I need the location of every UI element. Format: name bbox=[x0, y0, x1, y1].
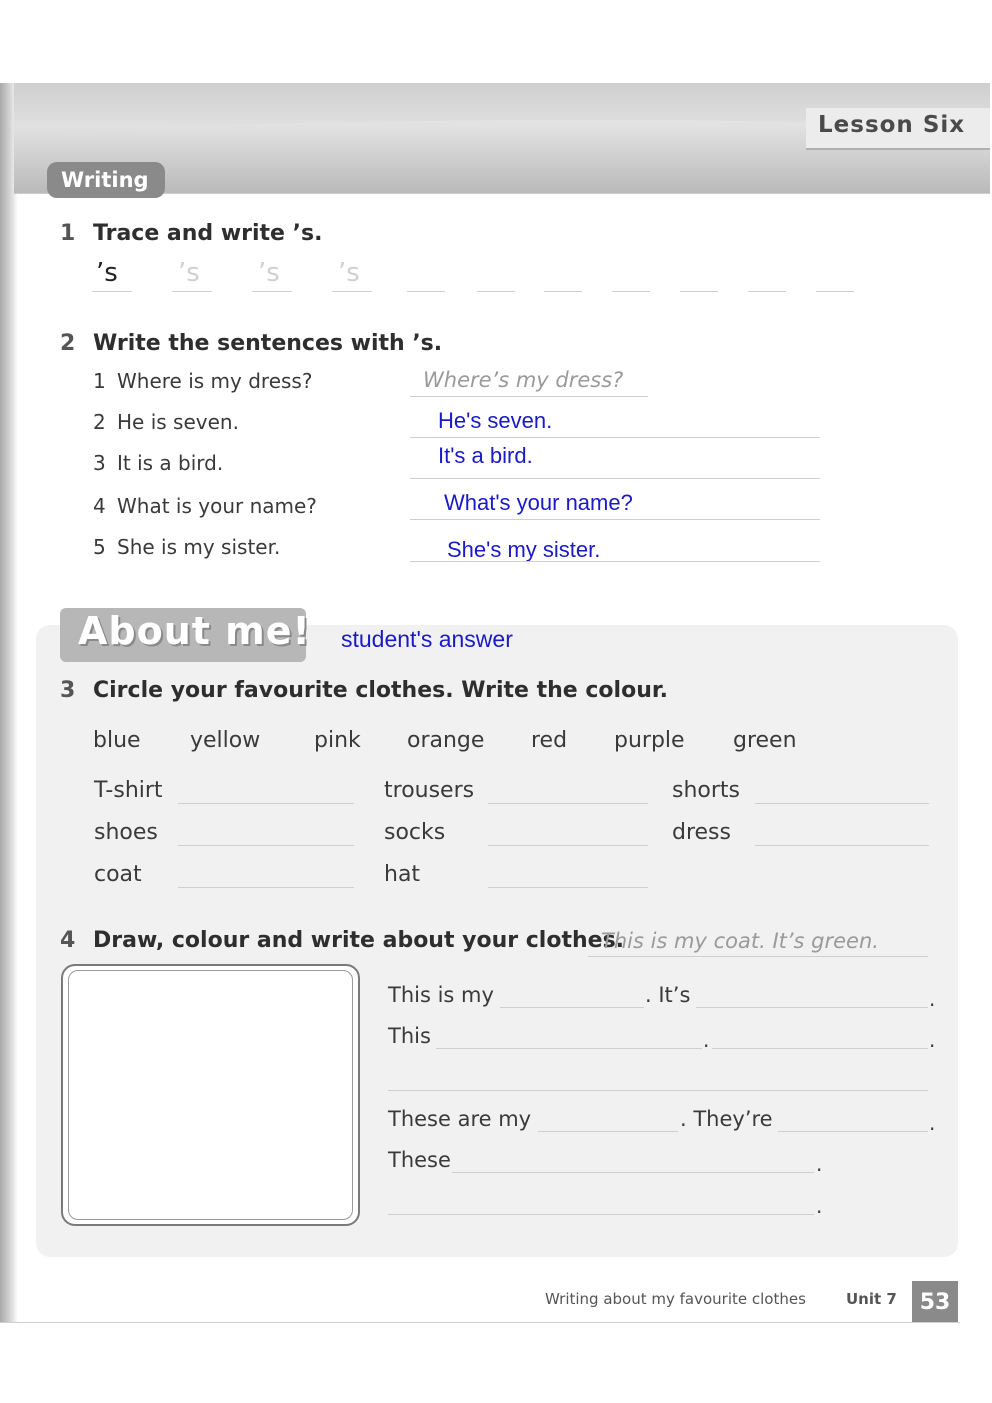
write-line[interactable] bbox=[544, 291, 582, 292]
trace-item: ’s bbox=[96, 258, 118, 288]
handwritten-answer[interactable]: He's seven. bbox=[438, 408, 553, 433]
exercise-2-number: 2 bbox=[60, 331, 76, 356]
write-line[interactable] bbox=[500, 1007, 644, 1008]
write-line[interactable] bbox=[388, 1214, 814, 1215]
trace-line bbox=[172, 291, 212, 292]
bottom-rule bbox=[0, 1322, 960, 1323]
colour-answer-line[interactable] bbox=[488, 887, 648, 888]
answer-line bbox=[410, 519, 820, 520]
footer-unit: Unit 7 bbox=[846, 1290, 897, 1308]
colour-answer-line[interactable] bbox=[755, 803, 929, 804]
frame-text: This bbox=[388, 1024, 431, 1048]
sentence-text: She is my sister. bbox=[117, 535, 281, 559]
example-answer: Where’s my dress? bbox=[423, 368, 624, 392]
sentence-item bbox=[93, 451, 223, 475]
colour-answer-line[interactable] bbox=[178, 803, 354, 804]
colour-answer-line[interactable] bbox=[488, 803, 648, 804]
colour-answer-line[interactable] bbox=[755, 845, 929, 846]
answer-line bbox=[410, 478, 820, 479]
colour-answer-line[interactable] bbox=[178, 887, 354, 888]
write-line[interactable] bbox=[436, 1048, 702, 1049]
exercise-1-number: 1 bbox=[60, 221, 76, 246]
exercise-3-instruction: Circle your favourite clothes. Write the colour. bbox=[93, 678, 668, 703]
colour-word[interactable]: pink bbox=[314, 728, 361, 753]
sentence-number: 2 bbox=[93, 410, 106, 434]
clothes-item[interactable]: coat bbox=[94, 862, 142, 887]
drawing-box-inner bbox=[68, 970, 353, 1220]
colour-word[interactable]: green bbox=[733, 728, 797, 753]
sentence-item bbox=[93, 535, 280, 559]
colour-word[interactable]: blue bbox=[93, 728, 141, 753]
sentence-number: 3 bbox=[93, 451, 106, 475]
page-number: 53 bbox=[912, 1281, 958, 1323]
trace-item: ’s bbox=[338, 258, 360, 288]
trace-line bbox=[252, 291, 292, 292]
frame-text: This is my bbox=[388, 983, 494, 1007]
clothes-item[interactable]: socks bbox=[384, 820, 446, 845]
write-line[interactable] bbox=[477, 291, 515, 292]
sentence-text: It is a bird. bbox=[117, 451, 224, 475]
example-line bbox=[588, 956, 928, 957]
exercise-2-instruction: Write the sentences with ’s. bbox=[93, 331, 443, 356]
sentence-number: 1 bbox=[93, 369, 106, 393]
example-sentence: This is my coat. It’s green. bbox=[601, 929, 879, 953]
sentence-text: He is seven. bbox=[117, 410, 239, 434]
trace-line bbox=[332, 291, 372, 292]
trace-item: ’s bbox=[178, 258, 200, 288]
full-stop: . bbox=[703, 1028, 710, 1052]
exercise-3-number: 3 bbox=[60, 678, 76, 703]
write-line[interactable] bbox=[388, 1090, 928, 1091]
colour-word[interactable]: yellow bbox=[190, 728, 261, 753]
frame-text: These are my bbox=[388, 1107, 532, 1131]
handwritten-answer[interactable]: She's my sister. bbox=[447, 537, 601, 562]
about-me-title: About me! bbox=[78, 609, 311, 653]
footer-caption: Writing about my favourite clothes bbox=[545, 1290, 806, 1308]
write-line[interactable] bbox=[778, 1131, 928, 1132]
clothes-item[interactable]: trousers bbox=[384, 778, 475, 803]
write-line[interactable] bbox=[712, 1048, 928, 1049]
write-line[interactable] bbox=[538, 1131, 678, 1132]
colour-word[interactable]: orange bbox=[407, 728, 485, 753]
write-line[interactable] bbox=[680, 291, 718, 292]
sentence-number: 5 bbox=[93, 535, 106, 559]
colour-word[interactable]: purple bbox=[614, 728, 685, 753]
exercise-1-instruction: Trace and write ’s. bbox=[93, 221, 323, 246]
full-stop: . bbox=[929, 1111, 936, 1135]
sentence-text: What is your name? bbox=[117, 494, 317, 518]
exercise-4-instruction: Draw, colour and write about your clothes. bbox=[93, 928, 625, 953]
clothes-item[interactable]: shoes bbox=[94, 820, 158, 845]
clothes-item[interactable]: T-shirt bbox=[94, 778, 163, 803]
exercise-4-number: 4 bbox=[60, 928, 76, 953]
write-line[interactable] bbox=[407, 291, 445, 292]
handwritten-answer[interactable]: It's a bird. bbox=[438, 443, 533, 468]
write-line[interactable] bbox=[696, 1007, 928, 1008]
sentence-item bbox=[93, 410, 239, 434]
section-badge: Writing bbox=[47, 162, 165, 198]
answer-line bbox=[410, 437, 820, 438]
student-answer-note: student's answer bbox=[341, 626, 513, 652]
lesson-title: Lesson Six bbox=[818, 112, 966, 138]
full-stop: . bbox=[929, 1028, 936, 1052]
write-line[interactable] bbox=[612, 291, 650, 292]
write-line[interactable] bbox=[748, 291, 786, 292]
colour-answer-line[interactable] bbox=[488, 845, 648, 846]
colour-answer-line[interactable] bbox=[178, 845, 354, 846]
full-stop: . bbox=[816, 1194, 823, 1218]
trace-line bbox=[92, 291, 132, 292]
trace-item: ’s bbox=[258, 258, 280, 288]
answer-line bbox=[410, 396, 648, 397]
clothes-item[interactable]: dress bbox=[672, 820, 731, 845]
clothes-item[interactable]: shorts bbox=[672, 778, 740, 803]
answer-line bbox=[410, 561, 820, 562]
frame-text: . They’re bbox=[680, 1107, 773, 1131]
handwritten-answer[interactable]: What's your name? bbox=[444, 490, 633, 515]
write-line[interactable] bbox=[452, 1172, 814, 1173]
full-stop: . bbox=[816, 1152, 823, 1176]
sentence-item bbox=[93, 494, 317, 518]
full-stop: . bbox=[929, 987, 936, 1011]
book-spine bbox=[0, 83, 18, 1323]
write-line[interactable] bbox=[816, 291, 854, 292]
sentence-number: 4 bbox=[93, 494, 106, 518]
clothes-item[interactable]: hat bbox=[384, 862, 421, 887]
frame-text: . It’s bbox=[645, 983, 691, 1007]
colour-word[interactable]: red bbox=[531, 728, 568, 753]
sentence-text: Where is my dress? bbox=[117, 369, 313, 393]
sentence-item bbox=[93, 369, 312, 393]
frame-text: These bbox=[388, 1148, 451, 1172]
